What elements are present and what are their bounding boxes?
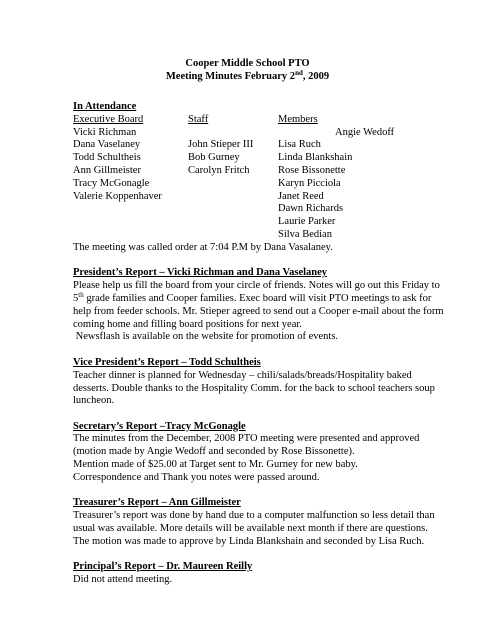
secretary-line: The minutes from the December, 2008 PTO meeting were presented and approved xyxy=(73,433,420,445)
member: Linda Blankshain xyxy=(278,152,353,164)
exec-board-list xyxy=(73,127,162,204)
vp-line: luncheon. xyxy=(73,395,115,407)
exec-member: Todd Schultheis xyxy=(73,152,141,164)
member: Rose Bissonette xyxy=(278,164,346,176)
vice-president-heading: Vice President’s Report – Todd Schultheis xyxy=(73,357,261,368)
vp-line: Teacher dinner is planned for Wednesday – chili/salads/breads/Hospitality baked xyxy=(73,369,412,381)
president-line: Please help us fill the board from your circle of friends. Notes will go out this Friday to xyxy=(73,280,440,292)
principal-line: Did not attend meeting. xyxy=(73,573,173,585)
grade-number: 5 xyxy=(73,292,79,304)
members-list xyxy=(278,139,352,241)
member: Lisa Ruch xyxy=(278,139,321,151)
staff-member: John Stieper III xyxy=(188,139,254,151)
exec-member: Tracy McGonagle xyxy=(73,177,150,189)
principal-section xyxy=(73,561,473,587)
secretary-line: Correspondence and Thank you notes were passed around. xyxy=(73,471,320,483)
grade-ordinal: th xyxy=(78,290,84,299)
treasurer-line: Treasurer’s report was done by hand due to a computer malfunction so less detail than xyxy=(73,510,435,522)
president-line xyxy=(73,290,473,306)
president-line-text: grade families and Cooper families. Exec board will visit PTO meetings to ask for xyxy=(83,292,432,304)
member: Karyn Picciola xyxy=(278,177,341,189)
secretary-section xyxy=(73,421,473,485)
treasurer-heading: Treasurer’s Report – Ann Gillmeister xyxy=(73,497,241,509)
member: Janet Reed xyxy=(278,190,324,202)
exec-board-header: Executive Board xyxy=(73,113,144,125)
president-line: Newsflash is available on the website for promotion of events. xyxy=(73,331,339,343)
subtitle-ordinal: nd xyxy=(295,69,303,77)
staff-member: Bob Gurney xyxy=(188,152,240,164)
treasurer-line: The motion was made to approve by Linda Blankshain and seconded by Lisa Ruch. xyxy=(73,535,425,547)
staff-list xyxy=(188,139,253,177)
member: Dawn Richards xyxy=(278,203,344,215)
subtitle-text: Meeting Minutes February 2 xyxy=(165,71,296,82)
secretary-heading: Secretary’s Report –Tracy McGonagle xyxy=(73,420,246,432)
president-heading: President’s Report – Vicki Richman and Dana Vaselaney xyxy=(73,267,328,279)
attendance-heading: In Attendance xyxy=(73,101,137,112)
document-title: Cooper Middle School PTO xyxy=(185,58,310,69)
exec-member: Ann Gillmeister xyxy=(73,164,141,176)
subtitle-year: , 2009 xyxy=(302,71,330,82)
exec-member: Vicki Richman xyxy=(73,126,137,138)
member: Silva Bedian xyxy=(278,228,332,240)
vice-president-section xyxy=(73,357,473,408)
principal-heading: Principal’s Report – Dr. Maureen Reilly xyxy=(73,561,253,572)
members-header: Members xyxy=(278,113,318,125)
call-to-order: The meeting was called order at 7:04 P.M by Dana Vasalaney. xyxy=(73,241,333,253)
treasurer-line: usual was available. More details will be available next month if there are questions. xyxy=(73,522,428,534)
member: Laurie Parker xyxy=(278,216,336,228)
vp-line: desserts. Double thanks to the Hospitality Comm. for the back to school teachers soup xyxy=(73,382,435,394)
member-first: Angie Wedoff xyxy=(335,126,395,138)
treasurer-section xyxy=(73,497,473,548)
president-section xyxy=(73,267,473,344)
staff-header: Staff xyxy=(188,113,209,125)
president-line: coming home and filling board positions for next year. xyxy=(73,318,302,330)
document-subtitle xyxy=(0,70,495,83)
secretary-line: Mention made of $25.00 at Target sent to Mr. Gurney for new baby. xyxy=(73,458,358,470)
exec-member: Valerie Koppenhaver xyxy=(73,190,162,202)
president-line: help from feeder schools. Mr. Stieper agreed to send out a Cooper e-mail about the form xyxy=(73,305,444,317)
exec-member: Dana Vaselaney xyxy=(73,139,141,151)
staff-member: Carolyn Fritch xyxy=(188,164,250,176)
secretary-line: (motion made by Angie Wedoff and seconded by Rose Bissonette). xyxy=(73,446,355,458)
